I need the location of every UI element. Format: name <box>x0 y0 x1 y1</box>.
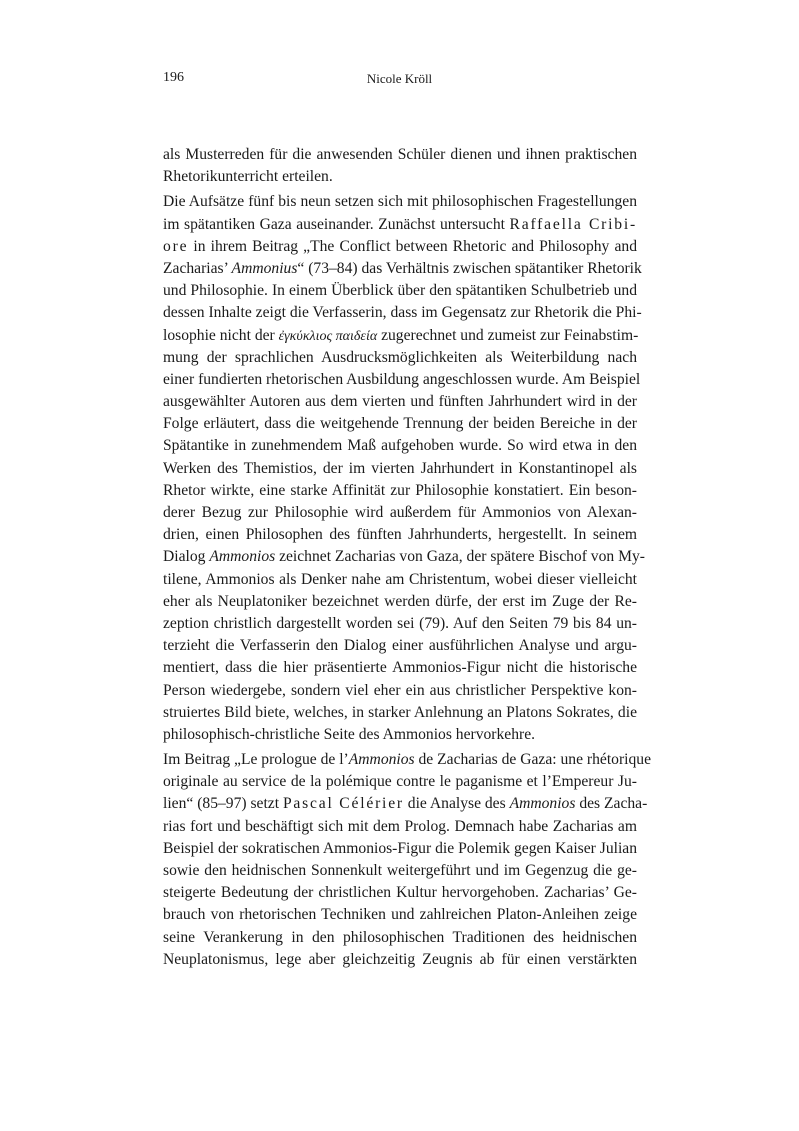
italic-title: Ammonios <box>209 548 276 566</box>
text-run: zugerechnet und zumeist zur Feinabstim- <box>377 326 639 344</box>
text-run: de Zacharias de Gaza: une rhétorique <box>414 751 651 769</box>
text-line <box>163 680 637 702</box>
text-line <box>163 502 637 524</box>
text-run: Beispiel der sokratischen Ammonios-Figur die Polemik gegen Kaiser Julian <box>163 839 637 857</box>
text-line <box>163 258 642 280</box>
text-run: sowie den heidnischen Sonnenkult weitergeführt und im Gegenzug die ge- <box>163 862 637 879</box>
text-line <box>163 144 637 166</box>
text-run: “ (73–84) das Verhältnis zwischen spätantiker Rhetorik <box>297 259 642 277</box>
text-line <box>163 214 637 236</box>
text-line <box>163 724 637 746</box>
paragraph <box>163 191 645 746</box>
body-text <box>163 144 651 974</box>
text-line <box>163 882 637 904</box>
text-line <box>163 546 645 568</box>
paragraph <box>163 144 637 188</box>
text-run: Die Aufsätze fünf bis neun setzen sich mit philosophischen Fragestellungen <box>163 193 637 211</box>
text-line <box>163 191 637 213</box>
text-run: Zacharias’ <box>163 259 232 277</box>
text-run: derer Bezug zur Philosophie wird außerdem für Ammonios von Alexan- <box>163 504 637 521</box>
text-run: mentiert, dass die hier präsentierte Ammonios-Figur nicht die historische <box>163 659 637 677</box>
running-head: Nicole Kröll <box>366 71 433 86</box>
text-line <box>163 369 641 391</box>
text-run: Folge erläutert, dass die weitgehende Trennung der beiden Bereiche in der <box>163 415 637 433</box>
text-line <box>163 435 637 457</box>
author-name: Pascal Célérier <box>282 795 404 813</box>
greek-term: ἐγκύκλιος παιδεία <box>278 328 378 344</box>
text-line <box>163 904 637 926</box>
text-line <box>163 325 637 347</box>
text-line <box>163 702 637 724</box>
text-run: eher als Neuplatoniker bezeichnet werden dürfe, der erst im Zuge der Re- <box>163 592 637 610</box>
text-line <box>163 569 637 591</box>
text-run: Person wiedergebe, sondern viel eher ein aus christlicher Perspektive kon- <box>163 681 637 699</box>
text-line <box>163 302 642 324</box>
text-run: Rhetor wirkte, eine starke Affinität zur Philosophie konstatiert. Ein beson- <box>163 481 637 499</box>
paragraph <box>163 749 651 971</box>
text-run: Neuplatonismus, lege aber gleichzeitig Zeugnis ab für einen verstärkten <box>163 950 637 968</box>
text-run: struiertes Bild biete, welches, in starker Anlehnung an Platons Sokrates, die <box>163 703 637 721</box>
text-line <box>163 771 637 793</box>
text-run: Werken des Themistios, der im vierten Jahrhundert in Konstantinopel als <box>163 459 637 477</box>
text-line <box>163 391 637 413</box>
text-run: Dialog <box>163 548 210 566</box>
text-run: als Musterreden für die anwesenden Schüler dienen und ihnen praktischen <box>163 146 637 163</box>
author-name: ore <box>163 237 189 255</box>
text-run: Rhetorikunterricht erteilen. <box>163 168 333 186</box>
text-run: steigerte Bedeutung der christlichen Kultur hervorgehoben. Zacharias’ Ge- <box>163 884 637 902</box>
text-run: dessen Inhalte zeigt die Verfasserin, dass im Gegensatz zur Rhetorik die Phi- <box>163 304 642 322</box>
text-line <box>163 949 637 971</box>
text-line <box>163 480 637 502</box>
text-line <box>163 280 637 302</box>
text-run: rias fort und beschäftigt sich mit dem Prolog. Demnach habe Zacharias am <box>163 817 637 835</box>
text-run: seine Verankerung in den philosophischen Traditionen des heidnischen <box>163 928 637 946</box>
text-run: mung der sprachlichen Ausdrucksmöglichkeiten als Weiterbildung nach <box>163 348 637 366</box>
text-run: tilene, Ammonios als Denker nahe am Christentum, wobei dieser vielleicht <box>163 570 637 588</box>
text-line <box>163 838 637 860</box>
text-run: des Zacha- <box>575 795 648 813</box>
italic-title: Ammonios <box>348 751 415 769</box>
text-line <box>163 236 637 258</box>
text-line <box>163 166 637 188</box>
page-number: 196 <box>163 70 184 85</box>
text-run: und Philosophie. In einem Überblick über den spätantiken Schulbetrieb und <box>163 282 637 300</box>
text-run: philosophisch-christliche Seite des Ammonios hervorkehre. <box>163 725 536 743</box>
text-run: originale au service de la polémique contre le paganisme et l’Empereur Ju- <box>163 773 637 791</box>
text-run: zeichnet Zacharias von Gaza, der spätere Bischof von My- <box>275 548 645 566</box>
text-line <box>163 816 637 838</box>
text-run: brauch von rhetorischen Techniken und zahlreichen Platon-Anleihen zeige <box>163 906 637 924</box>
text-run: die Analyse des <box>403 795 510 813</box>
text-line <box>163 635 637 657</box>
text-run: Im Beitrag „Le prologue de l’ <box>163 751 349 769</box>
text-line <box>163 860 637 882</box>
text-run: terzieht die Verfasserin den Dialog einer ausführlichen Analyse und argu- <box>163 637 637 655</box>
text-run: drien, einen Philosophen des fünften Jahrhunderts, hergestellt. In seinem <box>163 526 637 544</box>
italic-title: Ammonius <box>231 259 298 277</box>
text-run: im spätantiken Gaza auseinander. Zunächst untersucht <box>163 215 510 233</box>
text-line <box>163 458 637 480</box>
text-line <box>163 657 637 679</box>
text-line <box>163 793 648 815</box>
text-line <box>163 927 637 949</box>
text-line <box>163 347 637 369</box>
text-run: in ihrem Beitrag „The Conflict between Rhetoric and Philosophy and <box>188 237 637 255</box>
text-line <box>163 591 637 613</box>
text-line <box>163 749 651 771</box>
text-run: zeption christlich dargestellt worden sei (79). Auf den Seiten 79 bis 84 un- <box>163 614 637 632</box>
text-run: ausgewählter Autoren aus dem vierten und fünften Jahrhundert wird in der <box>163 393 637 411</box>
text-run: Spätantike in zunehmendem Maß aufgehoben wurde. So wird etwa in den <box>163 437 637 455</box>
text-line <box>163 413 637 435</box>
italic-title: Ammonios <box>509 795 576 813</box>
text-run: losophie nicht der <box>163 326 279 344</box>
text-run: lien“ (85–97) setzt <box>163 795 283 813</box>
text-run: einer fundierten rhetorischen Ausbildung angeschlossen wurde. Am Beispiel <box>163 370 641 388</box>
author-name: Raffaella Cribi- <box>509 215 637 233</box>
text-line <box>163 613 637 635</box>
text-line <box>163 524 637 546</box>
